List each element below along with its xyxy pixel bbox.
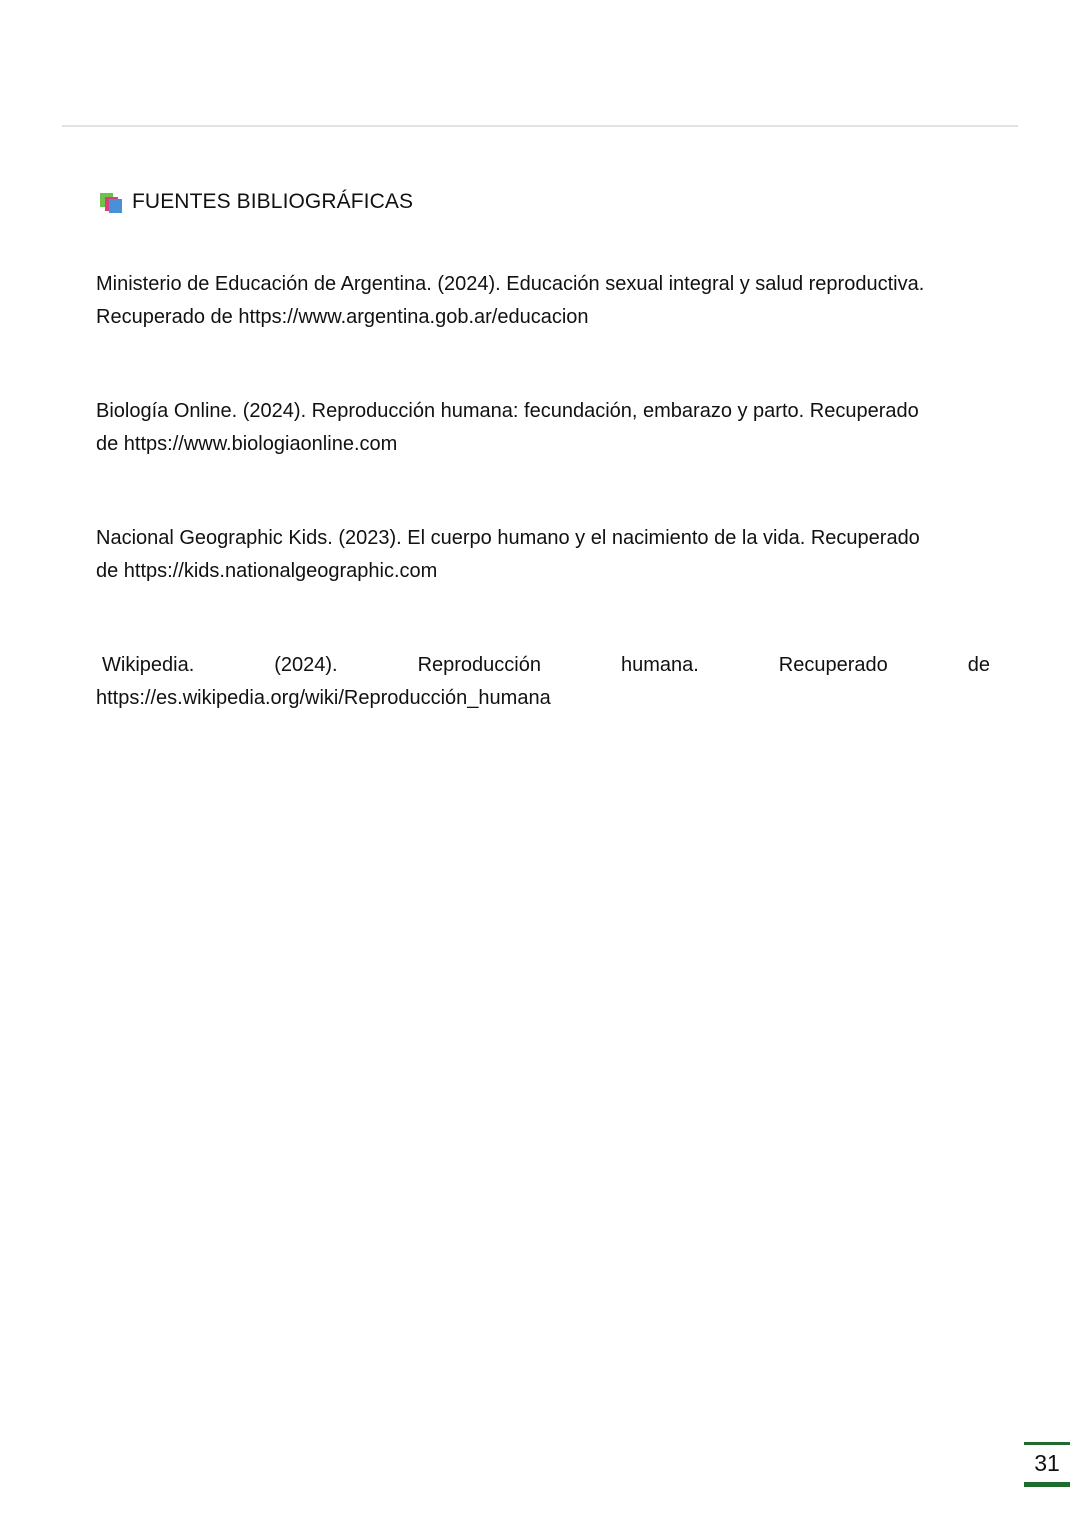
- reference-item: [96, 395, 990, 460]
- reference-item: [96, 649, 990, 714]
- reference-line: Nacional Geographic Kids. (2023). El cuerpo humano y el nacimiento de la vida. Recuperado: [96, 527, 920, 549]
- reference-line: Recuperado de https://www.argentina.gob.ar/educacion: [96, 305, 589, 328]
- page-number: 31: [1034, 1450, 1060, 1476]
- section-title: FUENTES BIBLIOGRÁFICAS: [132, 190, 414, 213]
- page-number-badge: [1024, 1442, 1070, 1487]
- reference-line: Ministerio de Educación de Argentina. (2024). Educación sexual integral y salud reproductiva.: [96, 273, 925, 295]
- reference-line: Biología Online. (2024). Reproducción humana: fecundación, embarazo y parto. Recuperado: [96, 400, 919, 422]
- reference-item: [96, 522, 990, 587]
- books-icon: [100, 191, 124, 213]
- header-divider: [62, 125, 1018, 127]
- reference-line: de https://kids.nationalgeographic.com: [96, 559, 438, 582]
- reference-line: https://es.wikipedia.org/wiki/Reproducción_humana: [96, 686, 551, 709]
- reference-item: [96, 268, 990, 333]
- reference-line: Wikipedia. (2024). Reproducción humana. Recuperado de: [102, 654, 990, 676]
- page-number-top-bar: [1024, 1442, 1070, 1445]
- page-number-bottom-bar: [1024, 1482, 1070, 1487]
- section-heading: [100, 190, 413, 214]
- reference-line: de https://www.biologiaonline.com: [96, 432, 398, 455]
